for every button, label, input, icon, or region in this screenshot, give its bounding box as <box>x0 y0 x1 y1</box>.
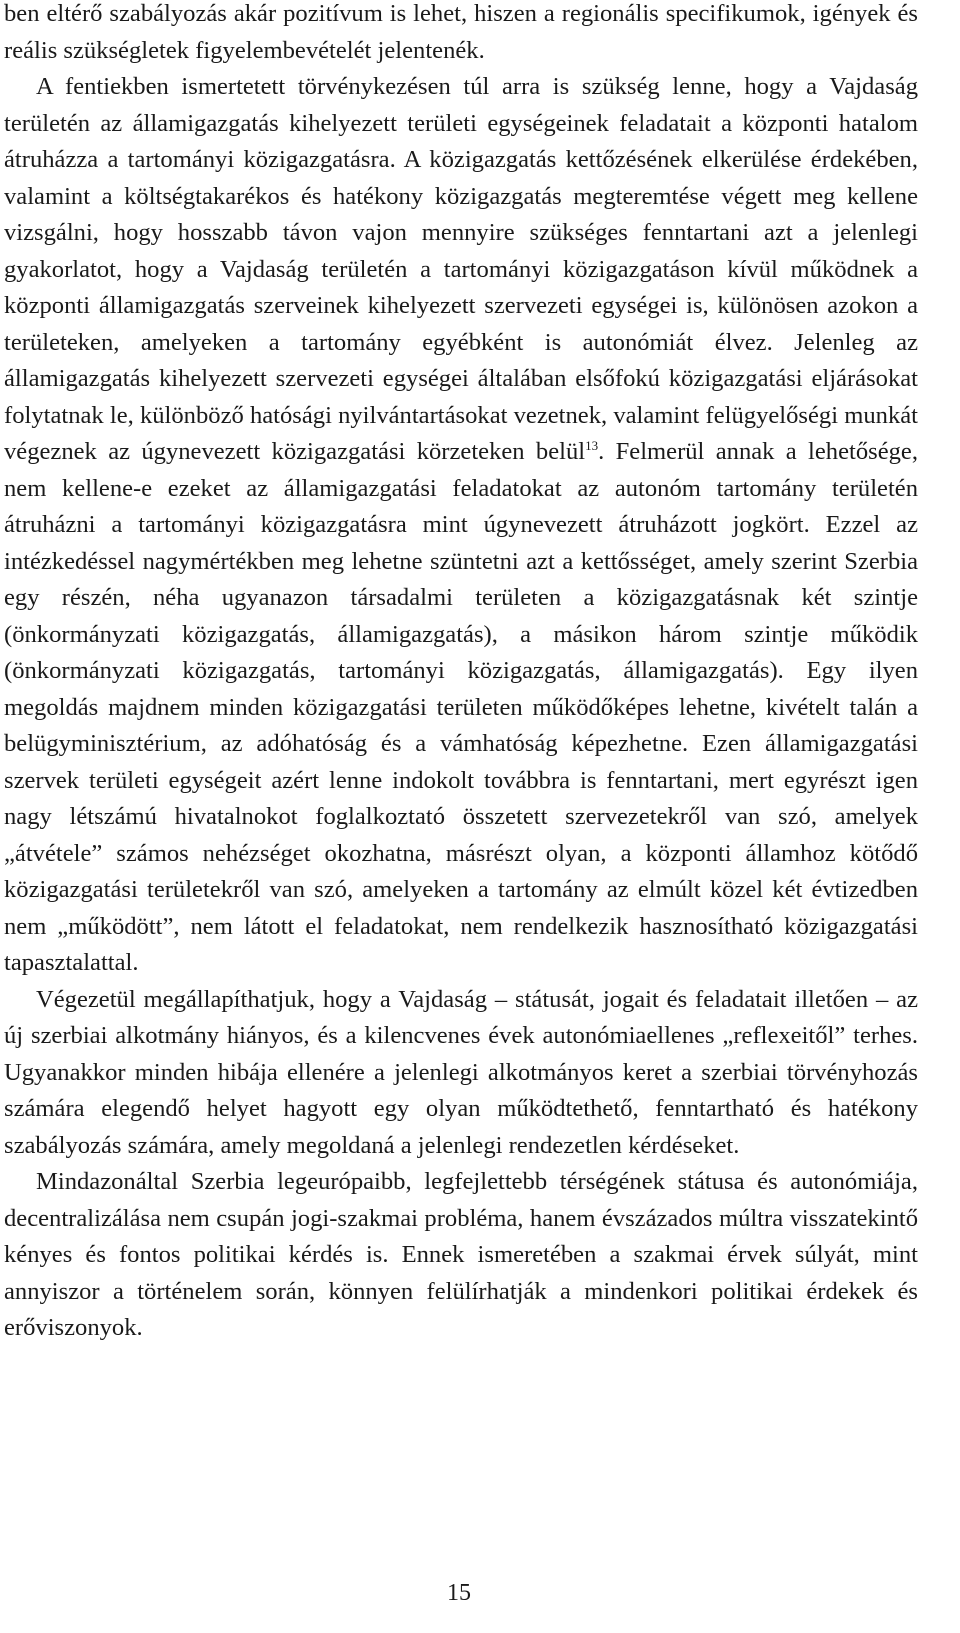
paragraph-conclusion: Végezetül megállapíthatjuk, hogy a Vajdaság – státusát, jogait és feladatait illetően – az új szerbiai alkotmány hiányos, és a kilencvenes évek autonómiaellenes „reflexeitől” terhes. Ugyanakkor minden hibája ellenére a jelenlegi alkotmányos keret a szerbiai törvényhozás számára elegendő helyet hagyott egy olyan működtethető, fenntartható és hatékony szabályozás számára, amely megoldaná a jelenlegi rendezetlen kérdéseket. <box>4 985 918 1159</box>
paragraph-text-continued: . Felmerül annak a lehetősége, nem kellene-e ezeket az államigazgatási feladatokat az autonóm tartomány területén átruházni a tartományi közigazgatásra mint úgynevezett átruházott jogkört. Ezzel az intézkedéssel nagymértékben meg lehetne szüntetni azt a kettősséget, amely szerint Szerbia egy részén, néha ugyanazon társadalmi területen a közigazgatásnak két szintje (önkormányzati közigazgatás, államigazgatás), a másikon három szintje működik (önkormányzati közigazgatás, tartományi közigazgatás, államigazgatás). Egy ilyen megoldás majdnem minden közigazgatási területen működőképes lehetne, kivételt talán a belügyminisztérium, az adóhatóság és a vámhatóság képezhetne. Ezen államigazgatási szervek területi egységeit azért lenne indokolt továbbra is fenntartani, mert egyrészt igen nagy létszámú hivatalnokot foglalkoztató összetett szervezetekről van szó, amelyek „átvétele” számos nehézséget okozhatna, másrészt olyan, a központi államhoz kötődő közigazgatási területekről van szó, amelyeken a tartomány az elmúlt közel két évtizedben nem „működött”, nem látott el feladatokat, nem rendelkezik hasznosítható közigazgatási tapasztalattal. <box>4 438 918 976</box>
paragraph-continuation: ben eltérő szabályozás akár pozitívum is lehet, hiszen a regionális specifikumok, igények és reális szükségletek figyelembevételét jelentenék. <box>4 0 918 64</box>
footnote-reference: 13 <box>585 437 599 453</box>
paragraph-final: Mindazonáltal Szerbia legeurópaibb, legfejlettebb térségének státusa és autonómiája, decentralizálása nem csupán jogi-szakmai probléma, hanem évszázados múltra visszatekintő kényes és fontos politikai kérdés is. Ennek ismeretében a szakmai érvek súlyát, mint annyiszor a történelem során, könnyen felülírhatják a mindenkori politikai érdekek és erőviszonyok. <box>4 1168 918 1341</box>
paragraph-text: A fentiekben ismertetett törvénykezésen túl arra is szükség lenne, hogy a Vajdaság területén az államigazgatás kihelyezett területi egységeinek feladatait a központi hatalom átruházza a tartományi közigazgatásra. A közigazgatás kettőzésének elkerülése érdekében, valamint a költségtakarékos és hatékony közigazgatás megteremtése végett meg kellene vizsgálni, hogy hosszabb távon vajon mennyire szükséges fenntartani azt a jelenlegi gyakorlatot, hogy a Vajdaság területén a tartományi közigazgatáson kívül működnek a központi államigazgatás szerveinek kihelyezett szervezeti egységei is, különösen azokon a területeken, amelyeken a tartomány egyébként is autonómiát élvez. Jelenleg az államigazgatás kihelyezett szervezeti egységei általában elsőfokú közigazgatási eljárásokat folytatnak le, különböző hatósági nyilvántartásokat vezetnek, valamint felügyelőségi munkát végeznek az úgynevezett közigazgatási körzeteken belül <box>4 73 918 465</box>
body-text <box>4 0 918 1347</box>
paragraph-administration <box>4 69 918 982</box>
page-number: 15 <box>447 1580 471 1606</box>
